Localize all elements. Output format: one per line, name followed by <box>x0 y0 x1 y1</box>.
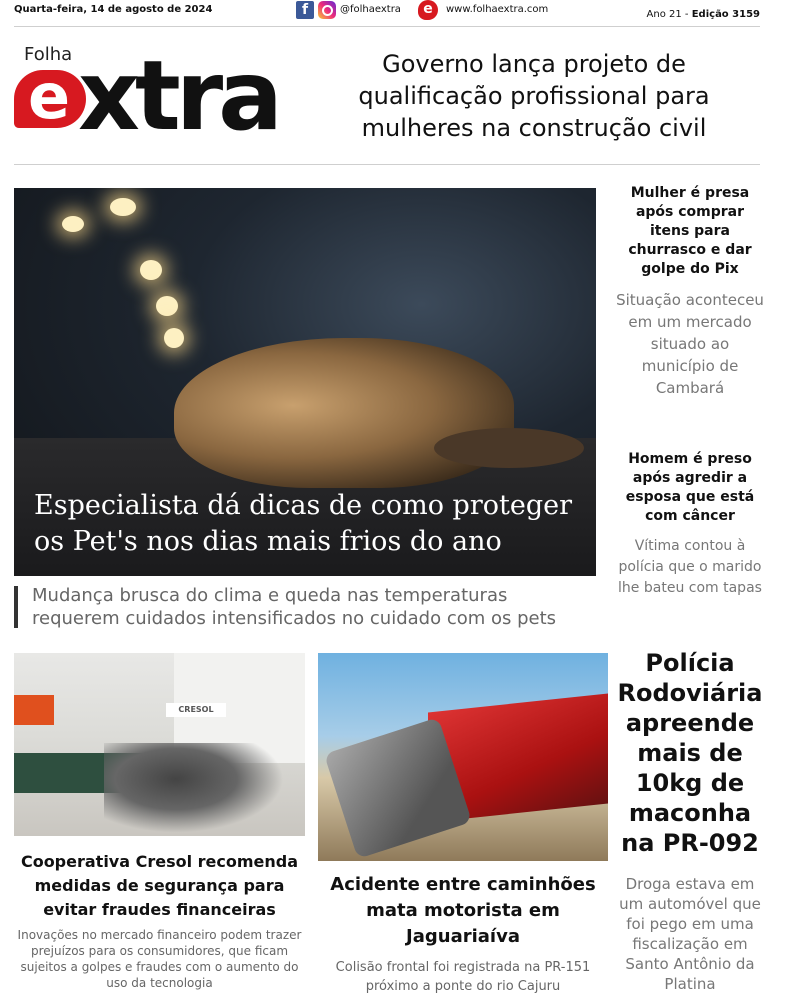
photo-dog-body <box>434 428 584 468</box>
sidebar-story-summary: Situação aconteceu em um mercado situado ao município de Cambará <box>616 291 764 397</box>
website-link[interactable]: www.folhaextra.com <box>446 4 549 15</box>
photo-people <box>104 743 284 833</box>
photo-sign: CRESOL <box>166 703 226 717</box>
sidebar-story-headline[interactable]: Mulher é presa após comprar itens para churrasco e dar golpe do Pix <box>628 185 752 277</box>
folha-extra-logo-icon: e <box>418 0 438 20</box>
photo-light <box>156 296 178 316</box>
top-bar <box>14 0 760 27</box>
photo-light <box>110 198 136 216</box>
sidebar-story-headline[interactable]: Homem é preso após agredir a esposa que está com câncer <box>625 451 755 524</box>
sidebar-story-summary: Vítima contou à polícia que o marido lhe bateu com tapas <box>618 538 762 596</box>
facebook-icon[interactable]: f <box>296 1 314 19</box>
card-headline-cresol[interactable]: Cooperativa Cresol recomenda medidas de segurança para evitar fraudes financeiras <box>20 852 299 919</box>
edition-info <box>647 9 760 20</box>
brand-e-letter: e <box>28 60 71 133</box>
lead-story-photo[interactable] <box>14 188 596 576</box>
subtitle-bar <box>14 586 18 628</box>
sidebar-story-2[interactable] <box>614 450 766 599</box>
brand-xtra: xtra <box>78 40 278 152</box>
lead-story-title[interactable]: Especialista dá dicas de como proteger os Pet's nos dias mais frios do ano <box>34 490 572 557</box>
photo-light <box>140 260 162 280</box>
brand-folha: Folha <box>24 44 73 65</box>
photo-dog <box>174 338 514 488</box>
year-label: Ano 21 <box>646 9 682 20</box>
photo-orange-panel <box>14 695 54 725</box>
photo-light <box>164 328 184 348</box>
card-summary-accident: Colisão frontal foi registrada na PR-151 próximo a ponte do rio Cajuru <box>335 960 591 994</box>
masthead-divider <box>14 164 760 165</box>
instagram-icon[interactable] <box>318 1 336 19</box>
main-headline[interactable]: Governo lança projeto de qualificação profissional para mulheres na construção civil <box>358 50 710 142</box>
card-summary-cresol: Inovações no mercado financeiro podem trazer prejuízos para os consumidores, que ficam sujeitos a golpes e fraudes com o aumento do uso da tecnologia <box>17 928 302 990</box>
card-summary-police: Droga estava em um automóvel que foi pego em uma fiscalização em Santo Antônio da Platina <box>619 875 761 993</box>
edition-label: Edição 3159 <box>691 9 760 20</box>
edition-separator: - <box>681 9 692 20</box>
sidebar-story-1[interactable] <box>614 184 766 399</box>
cresol-photo[interactable] <box>14 653 305 836</box>
issue-date: Quarta-feira, 14 de agosto de 2024 <box>14 4 213 15</box>
accident-photo[interactable] <box>318 653 608 861</box>
card-headline-accident[interactable]: Acidente entre caminhões mata motorista em Jaguariaíva <box>330 874 596 947</box>
brand-e-badge <box>14 60 86 133</box>
lead-story-subtitle: Mudança brusca do clima e queda nas temperaturas requerem cuidados intensificados no cuidado com os pets <box>32 585 557 629</box>
card-headline-police[interactable]: Polícia Rodoviária apreende mais de 10kg de maconha na PR-092 <box>617 649 763 857</box>
social-handle[interactable]: @folhaextra <box>340 4 401 15</box>
photo-light <box>62 216 84 232</box>
